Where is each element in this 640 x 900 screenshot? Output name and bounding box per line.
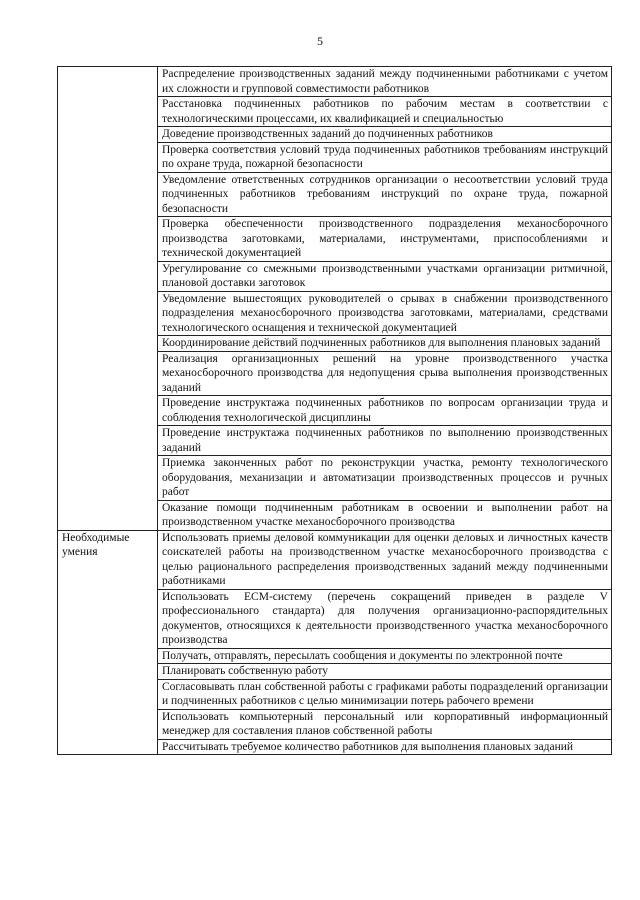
action-item: Реализация организационных решений на уровне производственного участка механосборочного производства для недопущения срыва выполнения производственных заданий <box>158 351 612 396</box>
skill-item: Рассчитывать требуемое количество работников для выполнения плановых заданий <box>158 739 612 755</box>
action-item: Расстановка подчиненных работников по рабочим местам в соответствии с технологическими процессами, их квалификацией и специальностью <box>158 97 612 127</box>
action-item: Проведение инструктажа подчиненных работников по выполнению производственных заданий <box>158 426 612 456</box>
action-item: Проверка обеспеченности производственного подразделения механосборочного производства заготовками, материалами, инструментами, приспособлениями и технической документацией <box>158 217 612 262</box>
table-row <box>58 67 612 97</box>
table-row <box>58 530 612 589</box>
action-item: Распределение производственных заданий между подчиненными работниками с учетом их сложности и групповой совместимости работников <box>158 67 612 97</box>
action-item: Доведение производственных заданий до подчиненных работников <box>158 127 612 143</box>
action-item: Оказание помощи подчиненным работникам в освоении и выполнении работ на производственном участке механосборочного производства <box>158 500 612 530</box>
page-number: 5 <box>317 34 323 48</box>
skill-item: Использовать приемы деловой коммуникации для оценки деловых и личностных качеств соискателей работы на производственном участке механосборочного производства с целью рационального распределения производственных заданий между подчиненными работниками <box>158 530 612 589</box>
action-item: Уведомление ответственных сотрудников организации о несоответствии условий труда подчиненных работников требованиям инструкций по охране труда, пожарной безопасности <box>158 172 612 217</box>
action-item: Координирование действий подчиненных работников для выполнения плановых заданий <box>158 336 612 352</box>
skill-item: Планировать собственную работу <box>158 664 612 680</box>
section-label-cell <box>58 67 158 531</box>
section-label-skills: Необходимые умения <box>58 530 158 755</box>
skill-item: Использовать ЕСМ-систему (перечень сокращений приведен в разделе V профессионального стандарта) для получения организационно-распорядительных документов, относящихся к деятельности производственного участка механосборочного производства <box>158 589 612 648</box>
labor-functions-table <box>57 66 612 755</box>
action-item: Уведомление вышестоящих руководителей о срывах в снабжении производственного подразделения механосборочного производства заготовками, материалами, средствами технологического оснащения и технической документацией <box>158 291 612 336</box>
action-item: Проверка соответствия условий труда подчиненных работников требованиям инструкций по охране труда, пожарной безопасности <box>158 142 612 172</box>
action-item: Приемка законченных работ по реконструкции участка, ремонту технологического оборудования, механизации и автоматизации производственных процессов и ручных работ <box>158 456 612 501</box>
table-body <box>58 67 612 755</box>
action-item: Проведение инструктажа подчиненных работников по вопросам организации труда и соблюдения технологической дисциплины <box>158 396 612 426</box>
skill-item: Использовать компьютерный персональный или корпоративный информационный менеджер для составления планов собственной работы <box>158 709 612 739</box>
action-item: Урегулирование со смежными производственными участками организации ритмичной, плановой доставки заготовок <box>158 261 612 291</box>
skill-item: Получать, отправлять, пересылать сообщения и документы по электронной почте <box>158 648 612 664</box>
skill-item: Согласовывать план собственной работы с графиками работы подразделений организации и подчиненных работников с целью минимизации потерь рабочего времени <box>158 679 612 709</box>
